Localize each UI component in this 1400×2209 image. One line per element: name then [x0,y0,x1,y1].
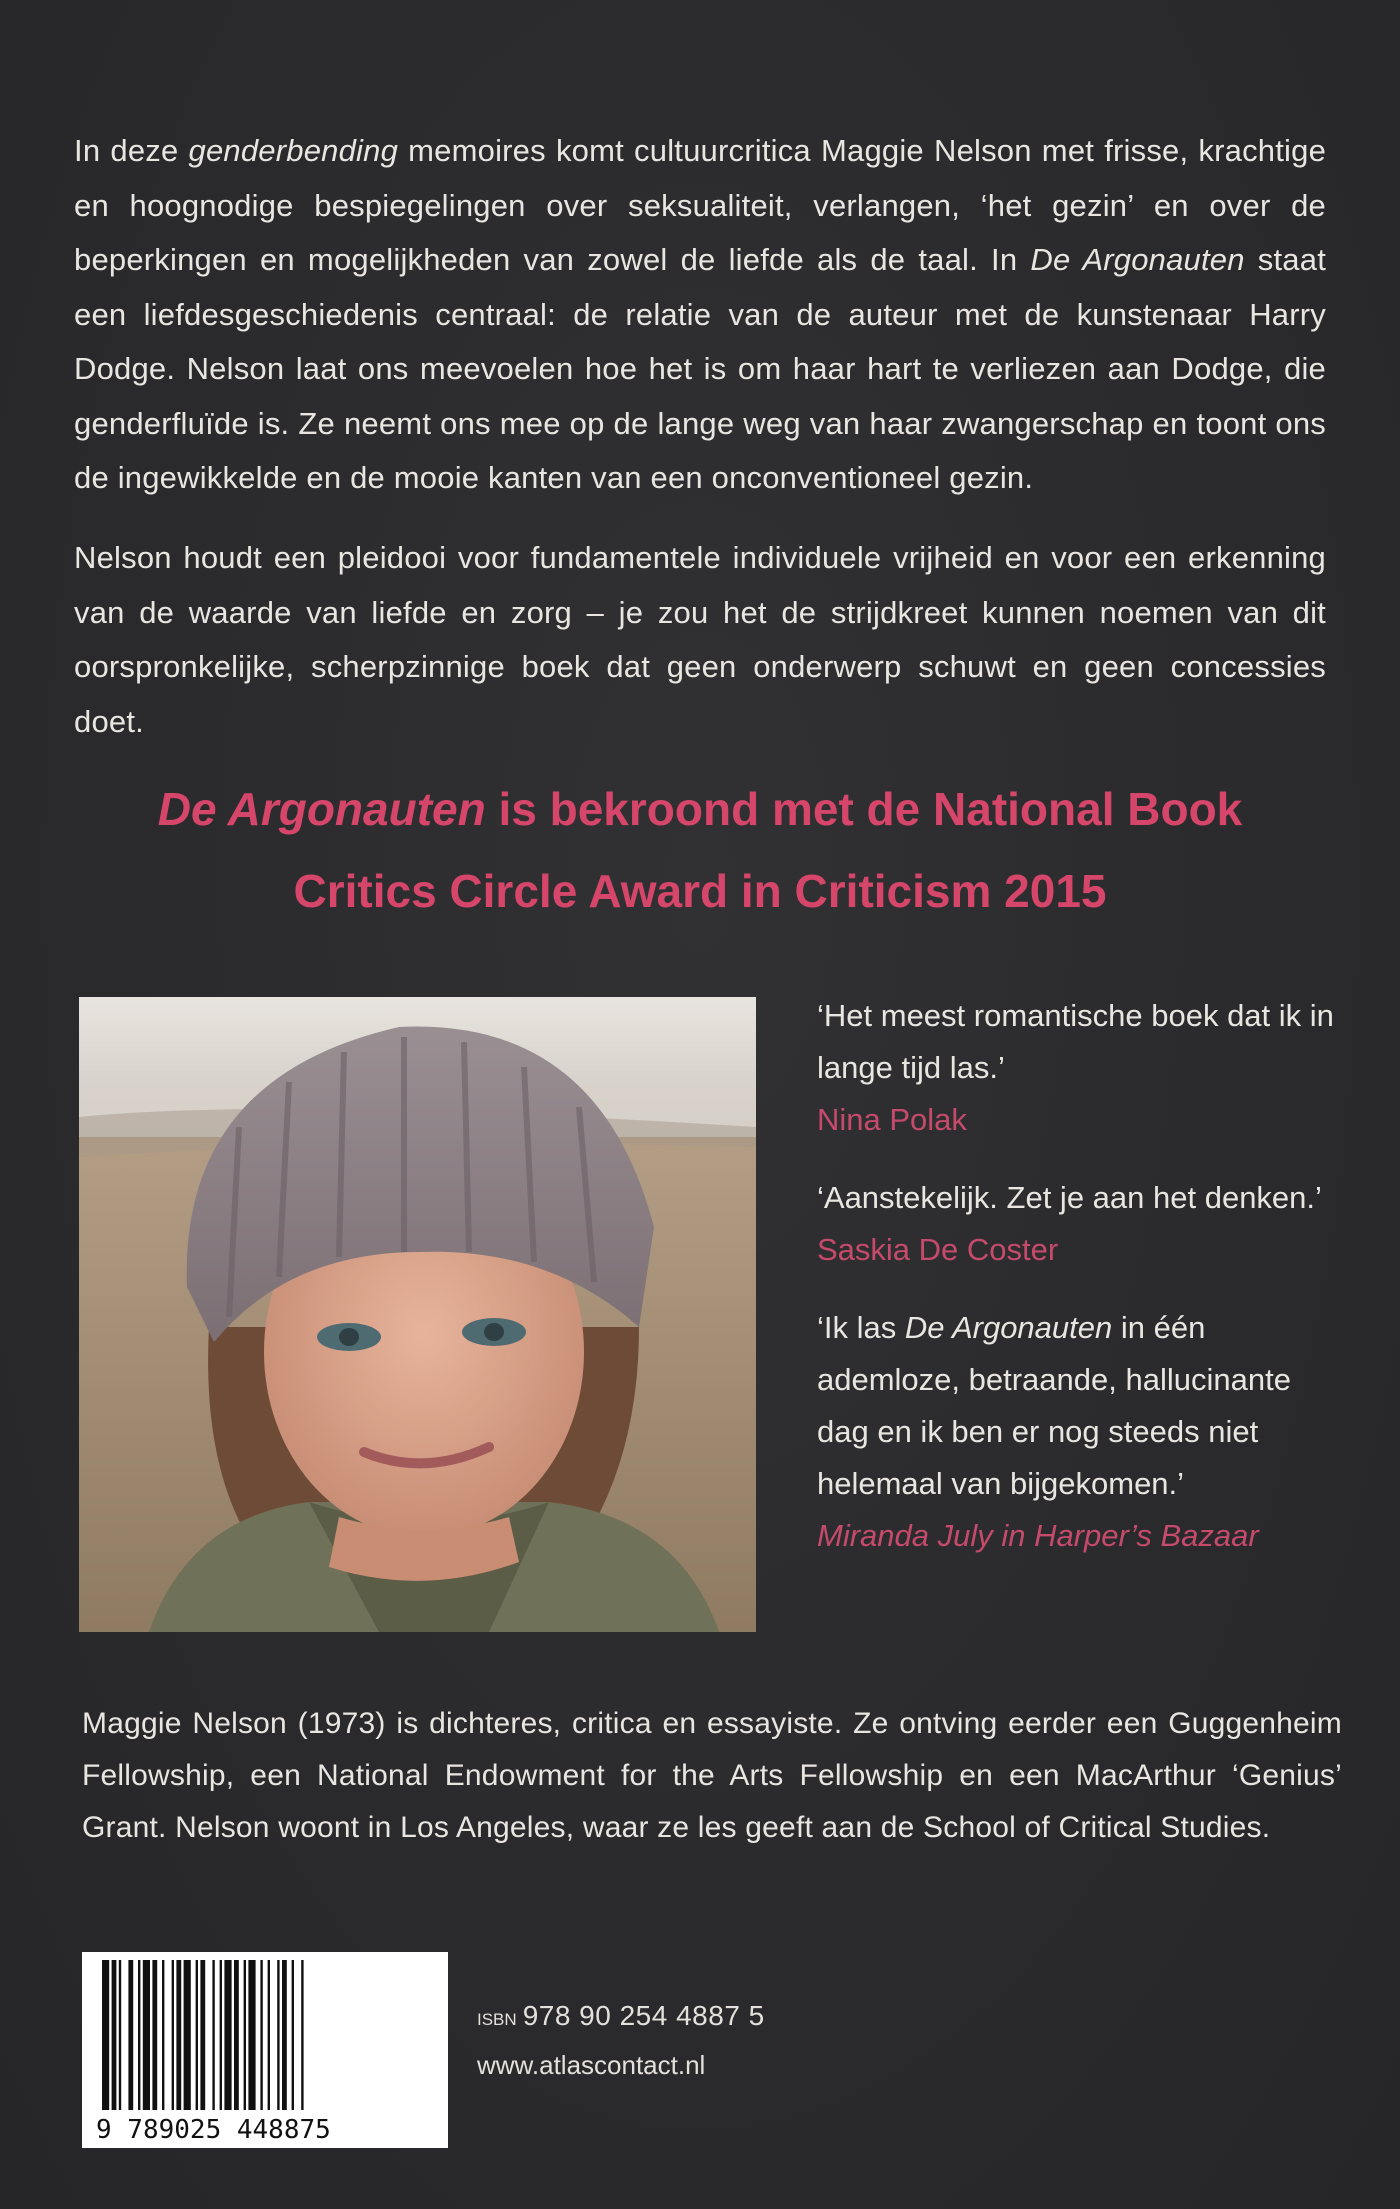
review-quote [817,1302,1337,1562]
blurb-paragraph-2: Nelson houdt een pleidooi voor fundamentele individuele vrijheid en voor een erkenning van de waarde van liefde en zorg – je zou het de strijdkreet kunnen noemen van dit oorspronkelijke, scherpzinnige boek dat geen onderwerp schuwt en geen concessies doet. [74,540,1326,739]
barcode-bar [119,1960,121,2110]
blurb-paragraph-1: In deze genderbending memoires komt cultuurcritica Maggie Nelson met frisse, krachtige en hoognodige bespiegelingen over seksualiteit, verlangen, ‘het gezin’ en over de beperkingen en mogelijkheden van zowel de liefde als de taal. In De Argonauten staat een liefdesgeschiedenis centraal: de relatie van de auteur met de kunstenaar Harry Dodge. Nelson laat ons meevoelen hoe het is om haar hart te verliezen aan Dodge, die genderfluïde is. Ze neemt ons mee op de lange weg van haar zwangerschap en toont ons de ingewikkelde en de mooie kanten van een onconventioneel gezin. [74,133,1327,495]
barcode-bar [220,1960,222,2110]
quote-source: Saskia De Coster [817,1232,1059,1267]
barcode-bar [260,1960,262,2110]
publisher-website: www.atlascontact.nl [477,2050,706,2080]
barcode-bars [102,1960,304,2110]
review-quote [817,1172,1337,1276]
isbn-number: ISBN 978 90 254 4887 5 [477,2000,765,2031]
review-quote [817,990,1337,1146]
barcode-digits: 9 789025 448875 [96,2115,331,2145]
barcode-bar [112,1960,117,2110]
barcode-bar [292,1960,294,2110]
barcode-bar [224,1960,231,2110]
barcode-bar [138,1960,140,2110]
barcode-bar [244,1960,246,2110]
author-photo [79,997,756,1632]
barcode-bar [282,1960,287,2110]
barcode-bar [128,1960,133,2110]
barcode-bar [184,1960,191,2110]
barcode-bar [102,1960,109,2110]
review-quotes [817,990,1337,1588]
quote-source: Miranda July in Harper’s Bazaar [817,1518,1259,1553]
barcode-bar [268,1960,270,2110]
barcode-bar [143,1960,150,2110]
barcode-bar [196,1960,198,2110]
award-statement: De Argonauten is bekroond met de National Book Critics Circle Award in Criticism 2015 [157,783,1243,917]
barcode-bar [176,1960,181,2110]
barcode-bar [248,1960,255,2110]
quote-text: ‘Het meest romantische boek dat ik in lange tijd las.’ [817,998,1334,1085]
quote-text: ‘Ik las De Argonauten in één ademloze, betraande, hallucinante dag en ik ben er nog steeds niet helemaal van bijgekomen.’ [817,1310,1291,1501]
barcode-bar [234,1960,239,2110]
barcode-bar [277,1960,279,2110]
barcode-bar [301,1960,303,2110]
author-bio: Maggie Nelson (1973) is dichteres, critica en essayiste. Ze ontving eerder een Guggenheim Fellowship, een National Endowment for the Arts Fellowship en een MacArthur ‘Genius’ Grant. Nelson woont in Los Angeles, waar ze les geeft aan de School of Critical Studies. [82,1707,1342,1844]
barcode-bar [162,1960,164,2110]
barcode-bar [200,1960,205,2110]
barcode-bar [212,1960,214,2110]
barcode-bar [172,1960,174,2110]
quote-source: Nina Polak [817,1102,967,1137]
isbn-barcode [82,1952,448,2148]
barcode-bar [152,1960,157,2110]
quote-text: ‘Aanstekelijk. Zet je aan het denken.’ [817,1180,1322,1215]
